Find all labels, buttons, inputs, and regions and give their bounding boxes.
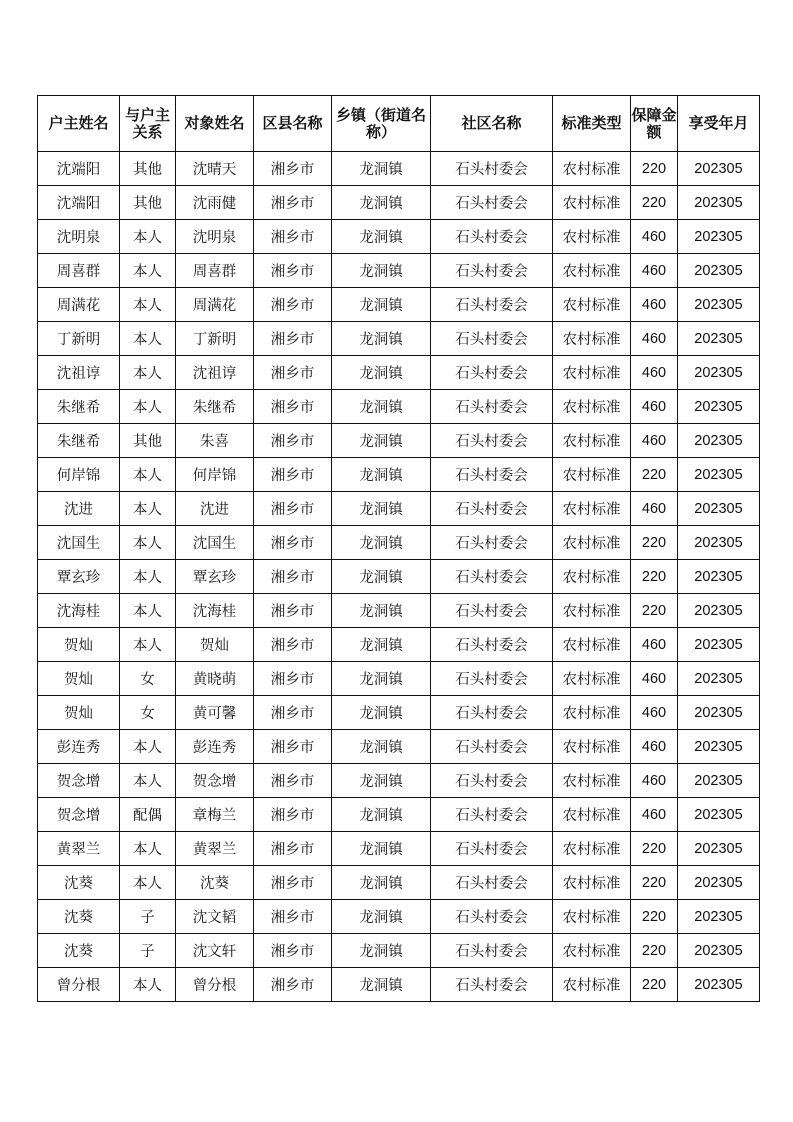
town-cell: 龙洞镇 — [332, 526, 431, 560]
householder-cell: 沈葵 — [38, 866, 120, 900]
standard-cell: 农村标准 — [553, 900, 631, 934]
amount-cell: 220 — [631, 152, 678, 186]
householder-cell: 丁新明 — [38, 322, 120, 356]
householder-cell: 何岸锦 — [38, 458, 120, 492]
householder-cell: 贺灿 — [38, 662, 120, 696]
relation-cell: 其他 — [120, 152, 176, 186]
amount-cell: 220 — [631, 594, 678, 628]
table-row — [38, 594, 760, 628]
standard-cell: 农村标准 — [553, 492, 631, 526]
table-row — [38, 492, 760, 526]
table-row — [38, 390, 760, 424]
town-cell: 龙洞镇 — [332, 696, 431, 730]
recipient-cell: 彭连秀 — [176, 730, 254, 764]
col-header-relation: 与户主关系 — [120, 96, 176, 152]
month-cell: 202305 — [678, 900, 760, 934]
table-row — [38, 832, 760, 866]
amount-cell: 460 — [631, 696, 678, 730]
town-cell: 龙洞镇 — [332, 866, 431, 900]
town-cell: 龙洞镇 — [332, 968, 431, 1002]
amount-cell: 460 — [631, 764, 678, 798]
amount-cell: 220 — [631, 832, 678, 866]
amount-cell: 220 — [631, 526, 678, 560]
town-cell: 龙洞镇 — [332, 662, 431, 696]
relation-cell: 本人 — [120, 594, 176, 628]
amount-cell: 460 — [631, 492, 678, 526]
recipient-cell: 朱继希 — [176, 390, 254, 424]
recipient-cell: 沈国生 — [176, 526, 254, 560]
standard-cell: 农村标准 — [553, 764, 631, 798]
county-cell: 湘乡市 — [254, 526, 332, 560]
month-cell: 202305 — [678, 934, 760, 968]
recipient-cell: 沈祖谆 — [176, 356, 254, 390]
month-cell: 202305 — [678, 628, 760, 662]
amount-cell: 220 — [631, 458, 678, 492]
header-row — [38, 96, 760, 152]
month-cell: 202305 — [678, 152, 760, 186]
community-cell: 石头村委会 — [431, 254, 553, 288]
amount-cell: 460 — [631, 662, 678, 696]
amount-cell: 220 — [631, 934, 678, 968]
relation-cell: 本人 — [120, 628, 176, 662]
table-row — [38, 458, 760, 492]
table-row — [38, 696, 760, 730]
relation-cell: 本人 — [120, 764, 176, 798]
householder-cell: 沈海桂 — [38, 594, 120, 628]
community-cell: 石头村委会 — [431, 288, 553, 322]
month-cell: 202305 — [678, 492, 760, 526]
community-cell: 石头村委会 — [431, 322, 553, 356]
recipient-cell: 沈雨健 — [176, 186, 254, 220]
standard-cell: 农村标准 — [553, 968, 631, 1002]
recipient-cell: 周喜群 — [176, 254, 254, 288]
community-cell: 石头村委会 — [431, 934, 553, 968]
community-cell: 石头村委会 — [431, 424, 553, 458]
community-cell: 石头村委会 — [431, 560, 553, 594]
month-cell: 202305 — [678, 968, 760, 1002]
recipient-cell: 黄翠兰 — [176, 832, 254, 866]
county-cell: 湘乡市 — [254, 900, 332, 934]
amount-cell: 460 — [631, 356, 678, 390]
county-cell: 湘乡市 — [254, 492, 332, 526]
amount-cell: 460 — [631, 390, 678, 424]
county-cell: 湘乡市 — [254, 560, 332, 594]
table-row — [38, 764, 760, 798]
county-cell: 湘乡市 — [254, 832, 332, 866]
table-row — [38, 866, 760, 900]
householder-cell: 沈葵 — [38, 934, 120, 968]
assistance-table — [37, 95, 760, 1002]
month-cell: 202305 — [678, 254, 760, 288]
relation-cell: 本人 — [120, 356, 176, 390]
community-cell: 石头村委会 — [431, 390, 553, 424]
community-cell: 石头村委会 — [431, 186, 553, 220]
town-cell: 龙洞镇 — [332, 186, 431, 220]
table-row — [38, 662, 760, 696]
town-cell: 龙洞镇 — [332, 832, 431, 866]
householder-cell: 朱继希 — [38, 424, 120, 458]
month-cell: 202305 — [678, 526, 760, 560]
householder-cell: 沈端阳 — [38, 152, 120, 186]
amount-cell: 220 — [631, 560, 678, 594]
col-header-town: 乡镇（街道名称） — [332, 96, 431, 152]
amount-cell: 460 — [631, 628, 678, 662]
relation-cell: 本人 — [120, 254, 176, 288]
town-cell: 龙洞镇 — [332, 492, 431, 526]
recipient-cell: 沈文韬 — [176, 900, 254, 934]
relation-cell: 子 — [120, 900, 176, 934]
community-cell: 石头村委会 — [431, 492, 553, 526]
relation-cell: 本人 — [120, 390, 176, 424]
relation-cell: 本人 — [120, 220, 176, 254]
month-cell: 202305 — [678, 832, 760, 866]
community-cell: 石头村委会 — [431, 798, 553, 832]
col-header-month: 享受年月 — [678, 96, 760, 152]
town-cell: 龙洞镇 — [332, 730, 431, 764]
town-cell: 龙洞镇 — [332, 288, 431, 322]
month-cell: 202305 — [678, 560, 760, 594]
householder-cell: 黄翠兰 — [38, 832, 120, 866]
community-cell: 石头村委会 — [431, 526, 553, 560]
community-cell: 石头村委会 — [431, 458, 553, 492]
table-row — [38, 526, 760, 560]
amount-cell: 220 — [631, 186, 678, 220]
recipient-cell: 黄晓萌 — [176, 662, 254, 696]
county-cell: 湘乡市 — [254, 662, 332, 696]
relation-cell: 女 — [120, 662, 176, 696]
amount-cell: 460 — [631, 424, 678, 458]
table-row — [38, 254, 760, 288]
recipient-cell: 沈晴天 — [176, 152, 254, 186]
month-cell: 202305 — [678, 424, 760, 458]
table-row — [38, 220, 760, 254]
community-cell: 石头村委会 — [431, 594, 553, 628]
amount-cell: 460 — [631, 322, 678, 356]
recipient-cell: 沈海桂 — [176, 594, 254, 628]
town-cell: 龙洞镇 — [332, 254, 431, 288]
month-cell: 202305 — [678, 696, 760, 730]
householder-cell: 贺灿 — [38, 696, 120, 730]
householder-cell: 沈祖谆 — [38, 356, 120, 390]
standard-cell: 农村标准 — [553, 662, 631, 696]
county-cell: 湘乡市 — [254, 152, 332, 186]
town-cell: 龙洞镇 — [332, 798, 431, 832]
standard-cell: 农村标准 — [553, 560, 631, 594]
county-cell: 湘乡市 — [254, 220, 332, 254]
standard-cell: 农村标准 — [553, 458, 631, 492]
county-cell: 湘乡市 — [254, 730, 332, 764]
community-cell: 石头村委会 — [431, 900, 553, 934]
amount-cell: 460 — [631, 254, 678, 288]
recipient-cell: 沈文轩 — [176, 934, 254, 968]
householder-cell: 贺灿 — [38, 628, 120, 662]
community-cell: 石头村委会 — [431, 696, 553, 730]
relation-cell: 配偶 — [120, 798, 176, 832]
table-row — [38, 152, 760, 186]
town-cell: 龙洞镇 — [332, 594, 431, 628]
relation-cell: 本人 — [120, 730, 176, 764]
recipient-cell: 丁新明 — [176, 322, 254, 356]
standard-cell: 农村标准 — [553, 730, 631, 764]
month-cell: 202305 — [678, 390, 760, 424]
table-body — [38, 152, 760, 1002]
col-header-standard: 标准类型 — [553, 96, 631, 152]
recipient-cell: 贺念增 — [176, 764, 254, 798]
householder-cell: 沈进 — [38, 492, 120, 526]
county-cell: 湘乡市 — [254, 628, 332, 662]
standard-cell: 农村标准 — [553, 254, 631, 288]
town-cell: 龙洞镇 — [332, 458, 431, 492]
town-cell: 龙洞镇 — [332, 424, 431, 458]
county-cell: 湘乡市 — [254, 390, 332, 424]
standard-cell: 农村标准 — [553, 356, 631, 390]
amount-cell: 460 — [631, 220, 678, 254]
county-cell: 湘乡市 — [254, 866, 332, 900]
recipient-cell: 周满花 — [176, 288, 254, 322]
community-cell: 石头村委会 — [431, 662, 553, 696]
month-cell: 202305 — [678, 458, 760, 492]
county-cell: 湘乡市 — [254, 798, 332, 832]
standard-cell: 农村标准 — [553, 186, 631, 220]
relation-cell: 本人 — [120, 458, 176, 492]
standard-cell: 农村标准 — [553, 696, 631, 730]
community-cell: 石头村委会 — [431, 730, 553, 764]
relation-cell: 其他 — [120, 186, 176, 220]
community-cell: 石头村委会 — [431, 832, 553, 866]
standard-cell: 农村标准 — [553, 934, 631, 968]
relation-cell: 本人 — [120, 288, 176, 322]
community-cell: 石头村委会 — [431, 968, 553, 1002]
table-row — [38, 186, 760, 220]
amount-cell: 220 — [631, 866, 678, 900]
county-cell: 湘乡市 — [254, 186, 332, 220]
county-cell: 湘乡市 — [254, 288, 332, 322]
recipient-cell: 沈明泉 — [176, 220, 254, 254]
amount-cell: 460 — [631, 288, 678, 322]
town-cell: 龙洞镇 — [332, 560, 431, 594]
col-header-amount: 保障金额 — [631, 96, 678, 152]
town-cell: 龙洞镇 — [332, 152, 431, 186]
relation-cell: 女 — [120, 696, 176, 730]
county-cell: 湘乡市 — [254, 968, 332, 1002]
householder-cell: 朱继希 — [38, 390, 120, 424]
table-row — [38, 900, 760, 934]
month-cell: 202305 — [678, 662, 760, 696]
standard-cell: 农村标准 — [553, 152, 631, 186]
relation-cell: 本人 — [120, 560, 176, 594]
town-cell: 龙洞镇 — [332, 628, 431, 662]
relation-cell: 子 — [120, 934, 176, 968]
relation-cell: 本人 — [120, 832, 176, 866]
month-cell: 202305 — [678, 764, 760, 798]
county-cell: 湘乡市 — [254, 424, 332, 458]
standard-cell: 农村标准 — [553, 594, 631, 628]
standard-cell: 农村标准 — [553, 424, 631, 458]
householder-cell: 彭连秀 — [38, 730, 120, 764]
month-cell: 202305 — [678, 798, 760, 832]
table-row — [38, 628, 760, 662]
town-cell: 龙洞镇 — [332, 390, 431, 424]
standard-cell: 农村标准 — [553, 866, 631, 900]
recipient-cell: 贺灿 — [176, 628, 254, 662]
householder-cell: 沈明泉 — [38, 220, 120, 254]
county-cell: 湘乡市 — [254, 458, 332, 492]
relation-cell: 本人 — [120, 526, 176, 560]
table-row — [38, 322, 760, 356]
county-cell: 湘乡市 — [254, 696, 332, 730]
standard-cell: 农村标准 — [553, 526, 631, 560]
standard-cell: 农村标准 — [553, 832, 631, 866]
county-cell: 湘乡市 — [254, 594, 332, 628]
month-cell: 202305 — [678, 322, 760, 356]
community-cell: 石头村委会 — [431, 628, 553, 662]
recipient-cell: 黄可馨 — [176, 696, 254, 730]
month-cell: 202305 — [678, 594, 760, 628]
table-row — [38, 424, 760, 458]
county-cell: 湘乡市 — [254, 934, 332, 968]
relation-cell: 本人 — [120, 968, 176, 1002]
householder-cell: 贺念增 — [38, 764, 120, 798]
relation-cell: 其他 — [120, 424, 176, 458]
month-cell: 202305 — [678, 730, 760, 764]
table-row — [38, 934, 760, 968]
table-row — [38, 288, 760, 322]
standard-cell: 农村标准 — [553, 322, 631, 356]
county-cell: 湘乡市 — [254, 322, 332, 356]
recipient-cell: 沈进 — [176, 492, 254, 526]
col-header-county: 区县名称 — [254, 96, 332, 152]
standard-cell: 农村标准 — [553, 628, 631, 662]
householder-cell: 贺念增 — [38, 798, 120, 832]
col-header-recipient: 对象姓名 — [176, 96, 254, 152]
month-cell: 202305 — [678, 220, 760, 254]
town-cell: 龙洞镇 — [332, 764, 431, 798]
community-cell: 石头村委会 — [431, 220, 553, 254]
town-cell: 龙洞镇 — [332, 934, 431, 968]
householder-cell: 沈国生 — [38, 526, 120, 560]
amount-cell: 220 — [631, 900, 678, 934]
community-cell: 石头村委会 — [431, 764, 553, 798]
town-cell: 龙洞镇 — [332, 322, 431, 356]
town-cell: 龙洞镇 — [332, 220, 431, 254]
county-cell: 湘乡市 — [254, 764, 332, 798]
relation-cell: 本人 — [120, 492, 176, 526]
amount-cell: 460 — [631, 730, 678, 764]
recipient-cell: 覃玄珍 — [176, 560, 254, 594]
county-cell: 湘乡市 — [254, 254, 332, 288]
householder-cell: 沈葵 — [38, 900, 120, 934]
householder-cell: 曾分根 — [38, 968, 120, 1002]
community-cell: 石头村委会 — [431, 152, 553, 186]
table-row — [38, 560, 760, 594]
month-cell: 202305 — [678, 866, 760, 900]
householder-cell: 覃玄珍 — [38, 560, 120, 594]
recipient-cell: 沈葵 — [176, 866, 254, 900]
table-row — [38, 730, 760, 764]
amount-cell: 460 — [631, 798, 678, 832]
recipient-cell: 何岸锦 — [176, 458, 254, 492]
standard-cell: 农村标准 — [553, 288, 631, 322]
community-cell: 石头村委会 — [431, 356, 553, 390]
recipient-cell: 朱喜 — [176, 424, 254, 458]
col-header-householder: 户主姓名 — [38, 96, 120, 152]
relation-cell: 本人 — [120, 866, 176, 900]
amount-cell: 220 — [631, 968, 678, 1002]
householder-cell: 周满花 — [38, 288, 120, 322]
householder-cell: 周喜群 — [38, 254, 120, 288]
county-cell: 湘乡市 — [254, 356, 332, 390]
table-row — [38, 968, 760, 1002]
month-cell: 202305 — [678, 186, 760, 220]
table-row — [38, 798, 760, 832]
standard-cell: 农村标准 — [553, 798, 631, 832]
community-cell: 石头村委会 — [431, 866, 553, 900]
town-cell: 龙洞镇 — [332, 356, 431, 390]
householder-cell: 沈端阳 — [38, 186, 120, 220]
recipient-cell: 章梅兰 — [176, 798, 254, 832]
table-row — [38, 356, 760, 390]
relation-cell: 本人 — [120, 322, 176, 356]
town-cell: 龙洞镇 — [332, 900, 431, 934]
standard-cell: 农村标准 — [553, 390, 631, 424]
standard-cell: 农村标准 — [553, 220, 631, 254]
month-cell: 202305 — [678, 288, 760, 322]
recipient-cell: 曾分根 — [176, 968, 254, 1002]
col-header-community: 社区名称 — [431, 96, 553, 152]
month-cell: 202305 — [678, 356, 760, 390]
